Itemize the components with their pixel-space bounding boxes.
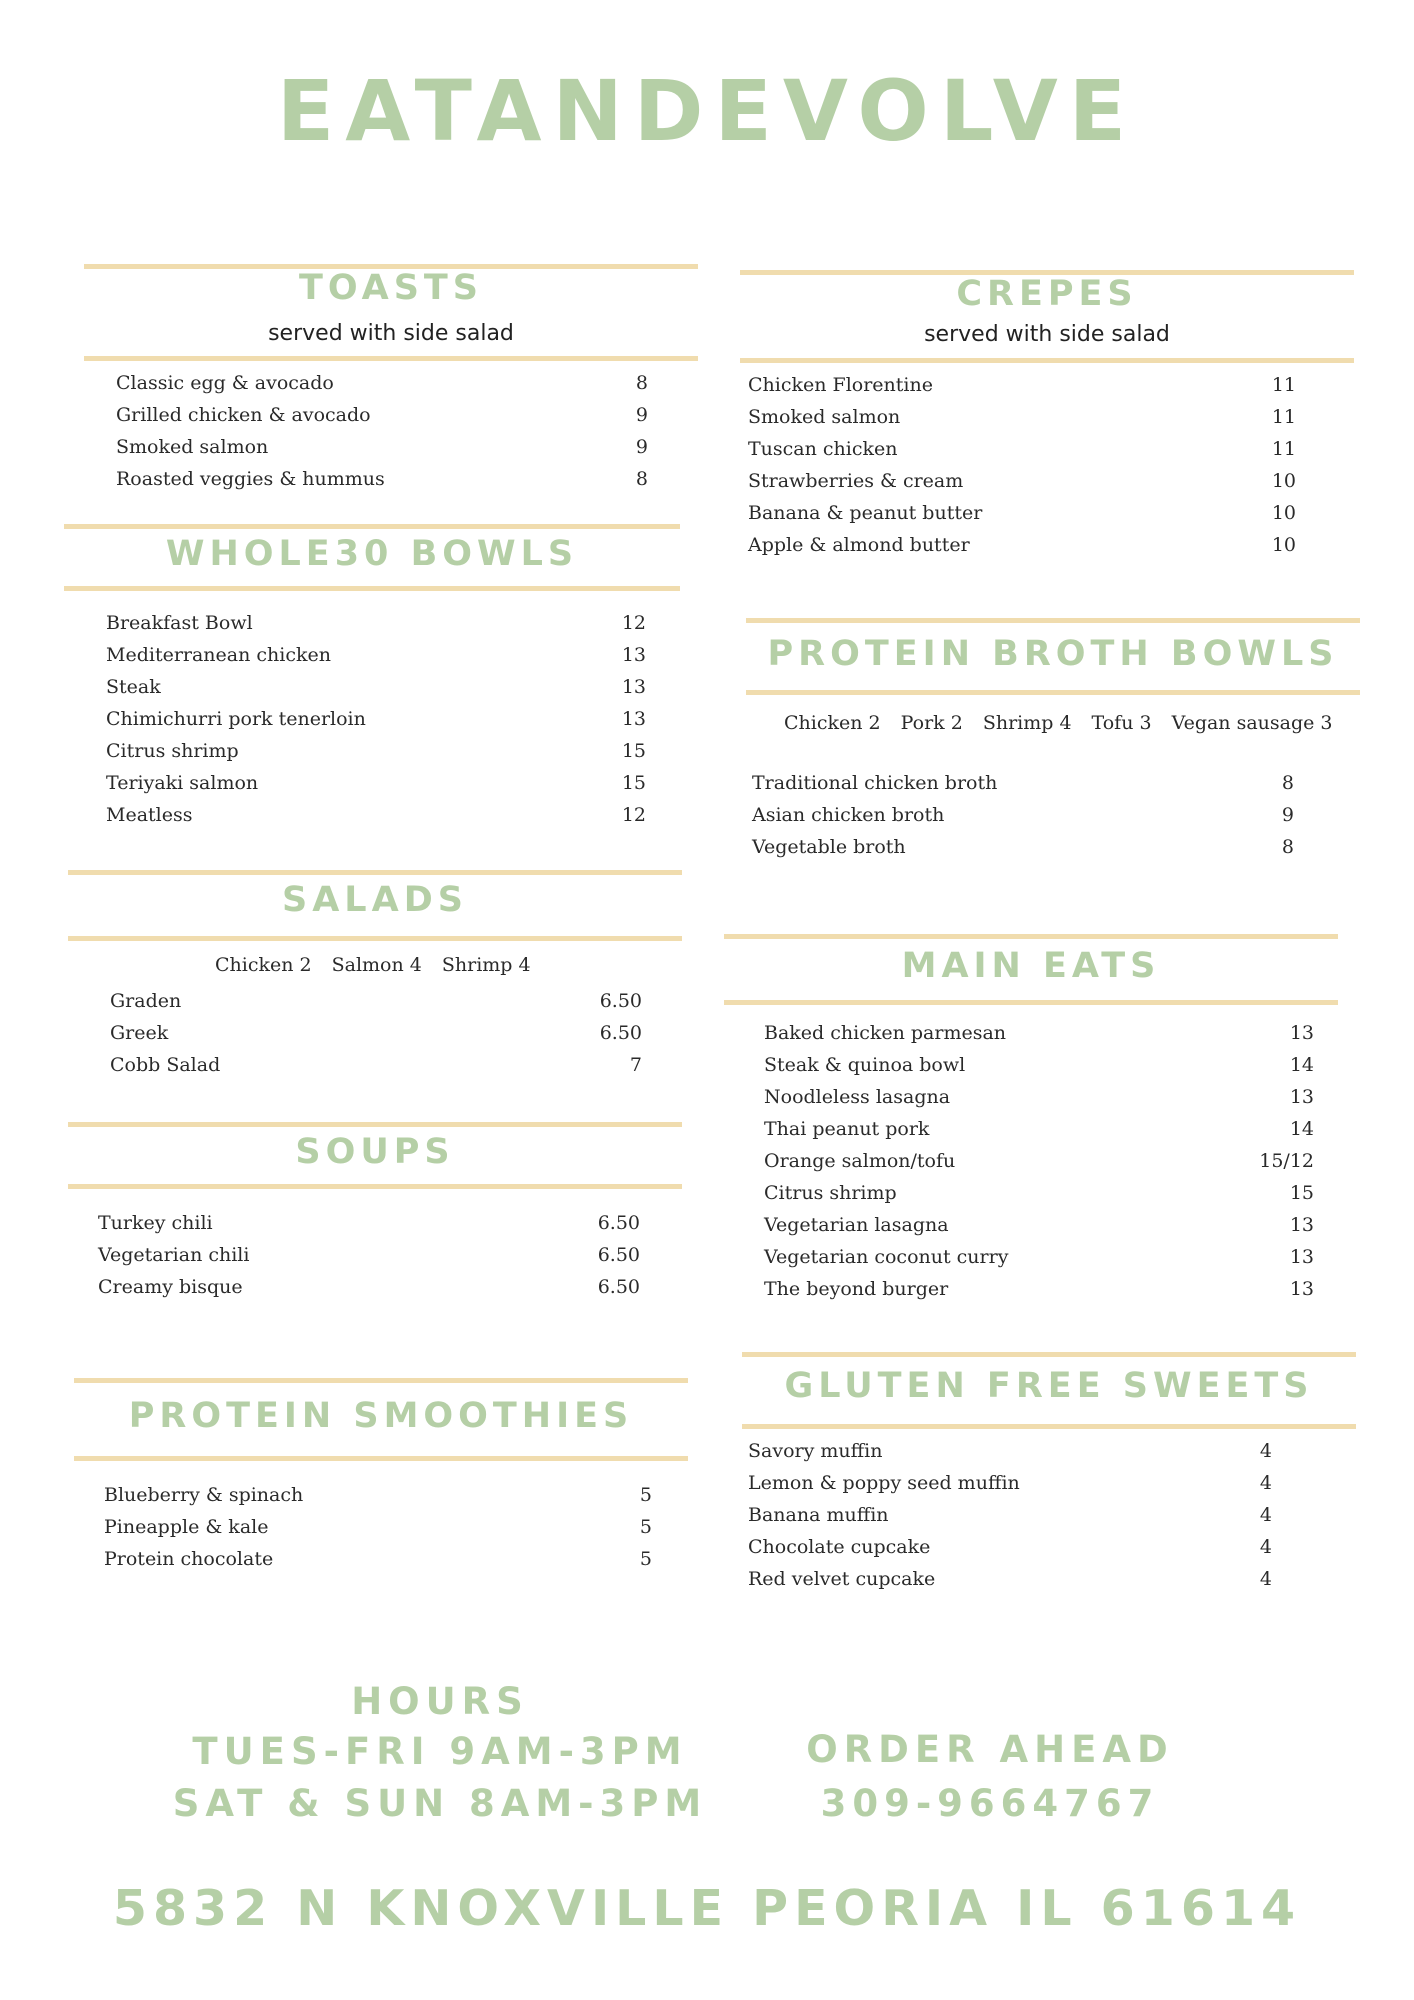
- menu-item-name: Teriyaki salmon: [106, 772, 259, 794]
- menu-item-name: Steak & quinoa bowl: [764, 1054, 966, 1076]
- menu-item-price: 14: [1289, 1118, 1314, 1140]
- menu-item-name: Vegetarian chili: [98, 1244, 250, 1266]
- menu-item-name: Creamy bisque: [98, 1276, 243, 1298]
- menu-item: [764, 1274, 1314, 1304]
- menu-item: [104, 1544, 652, 1574]
- menu-item-name: Banana muffin: [748, 1504, 889, 1526]
- section-rule: [84, 356, 698, 361]
- menu-item: [116, 368, 648, 398]
- addon-option: Vegan sausage 3: [1171, 712, 1333, 734]
- menu-item-name: Smoked salmon: [116, 436, 269, 458]
- menu-item-name: Breakfast Bowl: [106, 612, 253, 634]
- addon-option: Chicken 2: [784, 712, 881, 734]
- menu-item: [748, 498, 1296, 528]
- menu-item-price: 8: [635, 372, 648, 394]
- menu-item-price: 10: [1271, 470, 1296, 492]
- menu-item-name: Tuscan chicken: [748, 438, 898, 460]
- section-title: MAIN EATS: [901, 946, 1161, 986]
- broth-addons: [784, 712, 1353, 734]
- addon-option: Chicken 2: [215, 954, 312, 976]
- menu-item-name: Greek: [110, 1022, 169, 1044]
- menu-item-price: 13: [621, 676, 646, 698]
- menu-item-name: Vegetarian lasagna: [764, 1214, 949, 1236]
- menu-item-name: Classic egg & avocado: [116, 372, 334, 394]
- menu-item-price: 6.50: [599, 990, 642, 1012]
- menu-item: [748, 370, 1296, 400]
- addon-option: Pork 2: [900, 712, 963, 734]
- menu-item: [764, 1050, 1314, 1080]
- menu-item-name: Noodleless lasagna: [764, 1086, 951, 1108]
- menu-item: [106, 704, 646, 734]
- section-rule: [746, 690, 1360, 695]
- sweets-section: [742, 1352, 1356, 1632]
- smoothies-section: [74, 1378, 688, 1578]
- section-subtitle: served with side salad: [924, 322, 1170, 347]
- menu-item-name: Banana & peanut butter: [748, 502, 983, 524]
- menu-item-price: 15: [1289, 1182, 1314, 1204]
- menu-item-price: 15: [621, 772, 646, 794]
- section-rule: [742, 1424, 1356, 1429]
- menu-item-name: Protein chocolate: [104, 1548, 274, 1570]
- section-title: GLUTEN FREE SWEETS: [784, 1366, 1314, 1406]
- menu-item: [764, 1018, 1314, 1048]
- menu-item-name: Grilled chicken & avocado: [116, 404, 371, 426]
- menu-item: [748, 402, 1296, 432]
- menu-item-price: 9: [635, 404, 648, 426]
- section-title: PROTEIN BROTH BOWLS: [767, 634, 1339, 674]
- menu-item-name: Chimichurri pork tenerloin: [106, 708, 366, 730]
- menu-item-price: 13: [621, 708, 646, 730]
- menu-item: [98, 1208, 640, 1238]
- menu-item-price: 5: [639, 1484, 652, 1506]
- menu-item-name: Thai peanut pork: [764, 1118, 930, 1140]
- menu-item: [764, 1146, 1314, 1176]
- menu-item-price: 4: [1259, 1472, 1272, 1494]
- menu-item: [110, 1050, 642, 1080]
- menu-item: [98, 1240, 640, 1270]
- menu-item-price: 6.50: [597, 1244, 640, 1266]
- section-subtitle: served with side salad: [268, 321, 514, 346]
- menu-item-price: 13: [1289, 1086, 1314, 1108]
- menu-item: [116, 464, 648, 494]
- menu-item-name: Roasted veggies & hummus: [116, 468, 385, 490]
- menu-item: [748, 530, 1296, 560]
- menu-item: [98, 1272, 640, 1302]
- menu-item-name: Steak: [106, 676, 161, 698]
- toasts-section: [84, 264, 698, 504]
- menu-item-price: 14: [1289, 1054, 1314, 1076]
- menu-item: [764, 1178, 1314, 1208]
- menu-item: [752, 832, 1294, 862]
- menu-item-price: 4: [1259, 1568, 1272, 1590]
- menu-item: [748, 434, 1296, 464]
- addon-option: Shrimp 4: [982, 712, 1072, 734]
- menu-item-price: 5: [639, 1516, 652, 1538]
- section-title: PROTEIN SMOOTHIES: [128, 1396, 634, 1436]
- menu-item-price: 10: [1271, 502, 1296, 524]
- menu-item-price: 13: [1289, 1246, 1314, 1268]
- menu-item: [748, 1564, 1272, 1594]
- hours-title: HOURS: [351, 1680, 529, 1723]
- section-rule: [74, 1456, 688, 1461]
- menu-item-name: Graden: [110, 990, 182, 1012]
- menu-item: [764, 1210, 1314, 1240]
- menu-item-name: Vegetarian coconut curry: [764, 1246, 1009, 1268]
- menu-item: [748, 1436, 1272, 1466]
- menu-item: [106, 672, 646, 702]
- menu-item: [748, 1532, 1272, 1562]
- menu-item-price: 12: [621, 804, 646, 826]
- menu-item-price: 4: [1259, 1440, 1272, 1462]
- menu-item-name: Mediterranean chicken: [106, 644, 331, 666]
- addon-option: Shrimp 4: [441, 954, 531, 976]
- menu-item-price: 9: [1281, 804, 1294, 826]
- section-rule: [746, 618, 1360, 623]
- menu-item-name: Citrus shrimp: [106, 740, 239, 762]
- menu-item: [116, 432, 648, 462]
- menu-item-price: 12: [621, 612, 646, 634]
- menu-item: [110, 986, 642, 1016]
- section-rule: [68, 870, 682, 875]
- section-title: CREPES: [956, 274, 1138, 314]
- menu-item-price: 13: [1289, 1022, 1314, 1044]
- section-rule: [68, 1184, 682, 1189]
- address: 5832 N KNOXVILLE PEORIA IL 61614: [112, 1880, 1302, 1937]
- menu-item-name: Apple & almond butter: [748, 534, 970, 556]
- addon-option: Tofu 3: [1091, 712, 1152, 734]
- section-rule: [68, 1122, 682, 1127]
- section-rule: [64, 586, 680, 591]
- menu-item-name: Savory muffin: [748, 1440, 883, 1462]
- crepes-section: [740, 270, 1354, 570]
- menu-item-price: 15: [621, 740, 646, 762]
- section-rule: [724, 1000, 1338, 1005]
- menu-item: [748, 1500, 1272, 1530]
- menu-item-price: 13: [1289, 1278, 1314, 1300]
- menu-item-price: 9: [635, 436, 648, 458]
- menu-item: [106, 800, 646, 830]
- menu-item-name: Smoked salmon: [748, 406, 901, 428]
- section-title: SOUPS: [295, 1132, 455, 1172]
- menu-item: [748, 466, 1296, 496]
- menu-item-name: Chocolate cupcake: [748, 1536, 931, 1558]
- section-rule: [74, 1378, 688, 1383]
- menu-item-price: 6.50: [597, 1212, 640, 1234]
- addon-option: Salmon 4: [331, 954, 422, 976]
- menu-item-price: 8: [1281, 772, 1294, 794]
- menu-item-price: 11: [1271, 438, 1296, 460]
- menu-item: [104, 1480, 652, 1510]
- menu-item-name: Strawberries & cream: [748, 470, 964, 492]
- menu-item-price: 13: [621, 644, 646, 666]
- broth-section: [746, 618, 1360, 878]
- menu-item-name: Chicken Florentine: [748, 374, 933, 396]
- menu-item: [116, 400, 648, 430]
- menu-item-price: 5: [639, 1548, 652, 1570]
- menu-item: [764, 1082, 1314, 1112]
- menu-item-price: 11: [1271, 374, 1296, 396]
- menu-item-price: 10: [1271, 534, 1296, 556]
- section-title: WHOLE30 BOWLS: [165, 534, 579, 574]
- menu-item: [106, 736, 646, 766]
- order-ahead-title: ORDER AHEAD: [806, 1728, 1174, 1771]
- menu-item-name: Baked chicken parmesan: [764, 1022, 1007, 1044]
- order-phone[interactable]: 309-9664767: [820, 1782, 1160, 1825]
- menu-item-price: 4: [1259, 1504, 1272, 1526]
- menu-item-name: Lemon & poppy seed muffin: [748, 1472, 1020, 1494]
- menu-item-name: Citrus shrimp: [764, 1182, 897, 1204]
- menu-item-name: Vegetable broth: [752, 836, 906, 858]
- soups-section: [68, 1122, 682, 1322]
- menu-item-price: 4: [1259, 1536, 1272, 1558]
- section-rule: [68, 936, 682, 941]
- menu-item-name: Blueberry & spinach: [104, 1484, 304, 1506]
- menu-item-price: 6.50: [599, 1022, 642, 1044]
- menu-item-price: 8: [635, 468, 648, 490]
- brand-title: EATANDEVOLVE: [276, 62, 1138, 160]
- menu-item-name: Asian chicken broth: [752, 804, 945, 826]
- menu-item-price: 15/12: [1259, 1150, 1314, 1172]
- menu-item: [752, 800, 1294, 830]
- hours-weekend: SAT & SUN 8AM-3PM: [172, 1782, 708, 1825]
- menu-item: [748, 1468, 1272, 1498]
- menu-item-name: Pineapple & kale: [104, 1516, 269, 1538]
- menu-item: [752, 768, 1294, 798]
- menu-item-name: Cobb Salad: [110, 1054, 221, 1076]
- menu-item: [110, 1018, 642, 1048]
- section-rule: [64, 524, 680, 529]
- menu-item-name: Meatless: [106, 804, 193, 826]
- menu-item: [104, 1512, 652, 1542]
- menu-item-price: 7: [629, 1054, 642, 1076]
- menu-item: [764, 1114, 1314, 1144]
- menu-item: [106, 608, 646, 638]
- section-rule: [724, 934, 1338, 939]
- menu-item-price: 8: [1281, 836, 1294, 858]
- salads-addons: [215, 954, 551, 976]
- section-rule: [742, 1352, 1356, 1357]
- whole30-section: [64, 524, 680, 844]
- menu-item: [106, 768, 646, 798]
- menu-item-name: Orange salmon/tofu: [764, 1150, 956, 1172]
- menu-item-name: Red velvet cupcake: [748, 1568, 936, 1590]
- section-title: TOASTS: [298, 268, 484, 308]
- section-rule: [740, 358, 1354, 363]
- menu-item-price: 6.50: [597, 1276, 640, 1298]
- main-eats-section: [724, 934, 1338, 1314]
- menu-item: [106, 640, 646, 670]
- section-title: SALADS: [282, 880, 468, 920]
- menu-item-name: Turkey chili: [98, 1212, 213, 1234]
- menu-item-name: Traditional chicken broth: [752, 772, 998, 794]
- menu-item-price: 13: [1289, 1214, 1314, 1236]
- hours-weekday: TUES-FRI 9AM-3PM: [192, 1730, 688, 1773]
- menu-item: [764, 1242, 1314, 1272]
- menu-item-name: The beyond burger: [764, 1278, 949, 1300]
- salads-section: [68, 870, 682, 1090]
- menu-item-price: 11: [1271, 406, 1296, 428]
